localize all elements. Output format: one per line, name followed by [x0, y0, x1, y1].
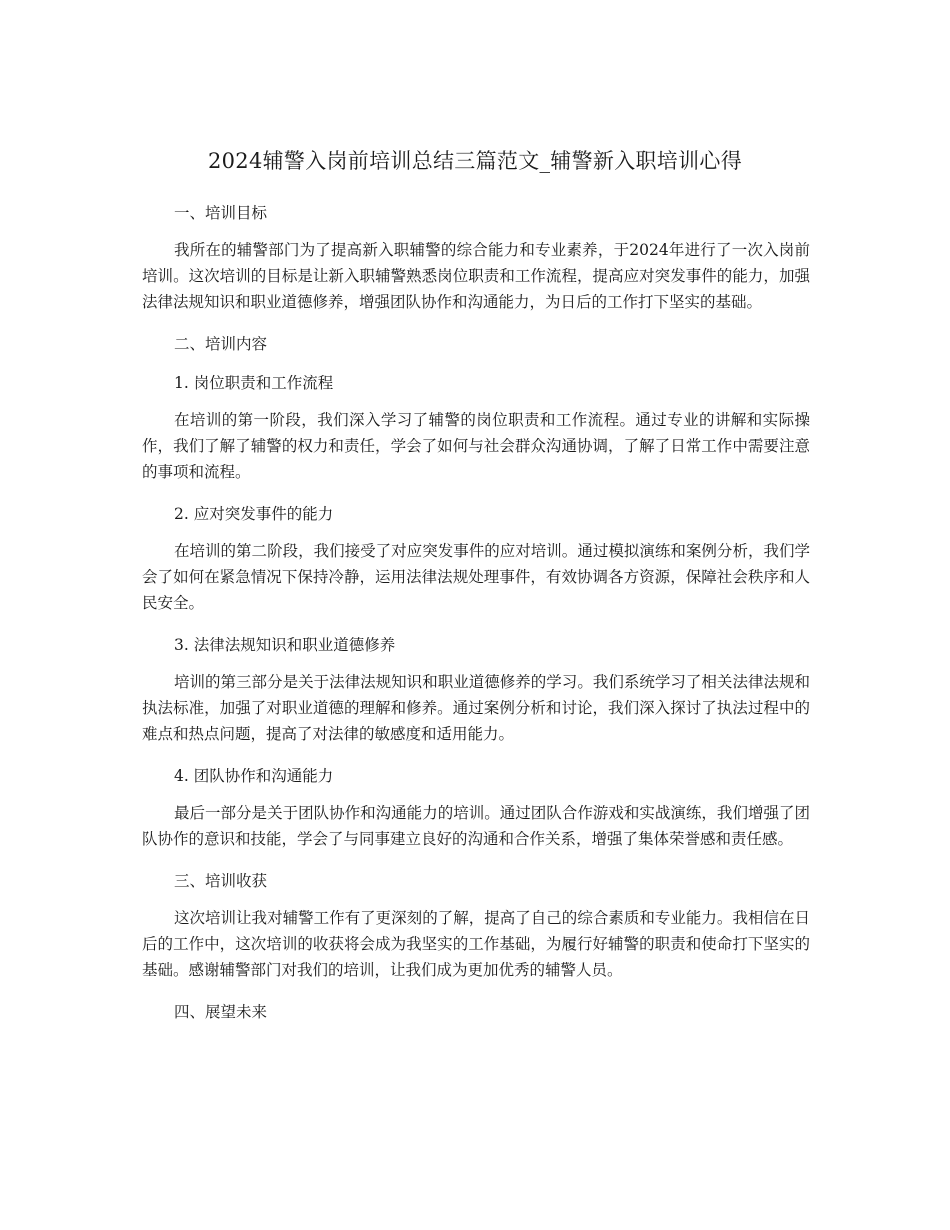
section-heading-outlook: 四、展望未来 — [174, 1003, 268, 1021]
subheading-duties: 1. 岗位职责和工作流程 — [174, 374, 334, 392]
document-body — [142, 198, 810, 1036]
subheading-emergency: 2. 应对突发事件的能力 — [174, 505, 334, 523]
paragraph-duties: 在培训的第一阶段，我们深入学习了辅警的岗位职责和工作流程。通过专业的讲解和实际操作，我们了解了辅警的权力和责任，学会了如何与社会群众沟通协调，了解了日常工作中需要注意的事项和流程。 — [142, 411, 810, 481]
section-heading-gains: 三、培训收获 — [174, 872, 268, 890]
document-title: 2024辅警入岗前培训总结三篇范文_辅警新入职培训心得 — [207, 149, 743, 173]
paragraph-law-ethics: 培训的第三部分是关于法律法规知识和职业道德修养的学习。我们系统学习了相关法律法规和执法标准，加强了对职业道德的理解和修养。通过案例分析和讨论，我们深入探讨了执法过程中的难点和热点问题，提高了对法律的敏感度和适用能力。 — [142, 673, 810, 743]
section-heading-content: 二、培训内容 — [174, 335, 268, 353]
subheading-teamwork: 4. 团队协作和沟通能力 — [174, 767, 334, 785]
paragraph-teamwork: 最后一部分是关于团队协作和沟通能力的培训。通过团队合作游戏和实战演练，我们增强了团队协作的意识和技能，学会了与同事建立良好的沟通和合作关系，增强了集体荣誉感和责任感。 — [142, 804, 810, 848]
paragraph-gains: 这次培训让我对辅警工作有了更深刻的了解，提高了自己的综合素质和专业能力。我相信在日后的工作中，这次培训的收获将会成为我坚实的工作基础，为履行好辅警的职责和使命打下坚实的基础。感谢辅警部门对我们的培训，让我们成为更加优秀的辅警人员。 — [142, 909, 810, 979]
subheading-law-ethics: 3. 法律法规知识和职业道德修养 — [174, 636, 396, 654]
paragraph-goals: 我所在的辅警部门为了提高新入职辅警的综合能力和专业素养，于2024年进行了一次入岗前培训。这次培训的目标是让新入职辅警熟悉岗位职责和工作流程，提高应对突发事件的能力，加强法律法规知识和职业道德修养，增强团队协作和沟通能力，为日后的工作打下坚实的基础。 — [142, 241, 810, 311]
paragraph-emergency: 在培训的第二阶段，我们接受了对应突发事件的应对培训。通过模拟演练和案例分析，我们学会了如何在紧急情况下保持冷静，运用法律法规处理事件，有效协调各方资源，保障社会秩序和人民安全。 — [142, 542, 810, 612]
section-heading-goals: 一、培训目标 — [174, 204, 268, 222]
